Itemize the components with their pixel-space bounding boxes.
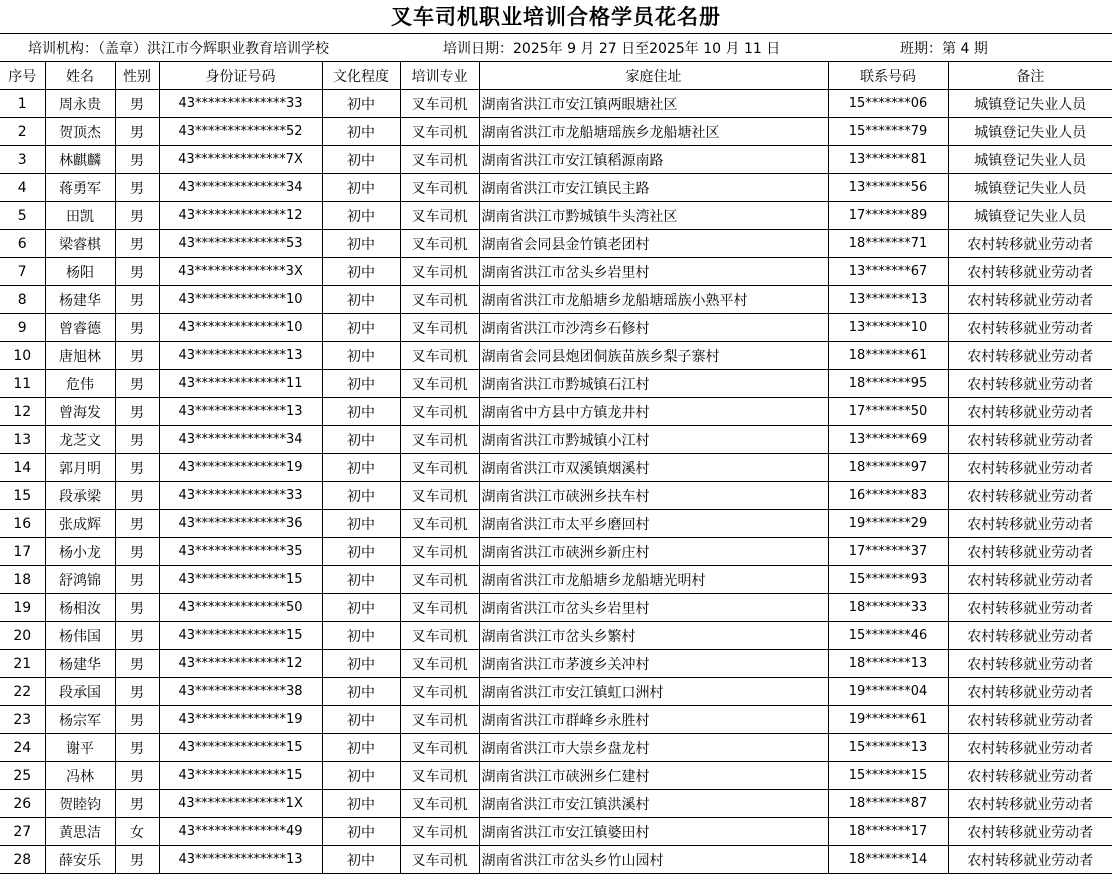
- cell-seq: 10: [0, 342, 45, 370]
- table-row: [0, 762, 1112, 790]
- cell-phone: 17*******89: [828, 202, 948, 230]
- cell-name: 蒋勇军: [45, 174, 115, 202]
- cell-seq: 4: [0, 174, 45, 202]
- cell-major: 叉车司机: [400, 734, 479, 762]
- cell-id-number: 43**************49: [159, 818, 322, 846]
- table-row: [0, 566, 1112, 594]
- cell-id-number: 43**************38: [159, 678, 322, 706]
- cell-seq: 8: [0, 286, 45, 314]
- cell-education: 初中: [322, 734, 400, 762]
- cell-education: 初中: [322, 426, 400, 454]
- cell-id-number: 43**************19: [159, 454, 322, 482]
- cell-education: 初中: [322, 258, 400, 286]
- header-name: 姓名: [45, 62, 115, 90]
- cell-address: 湖南省洪江市安江镇虹口洲村: [479, 678, 828, 706]
- cell-gender: 男: [115, 762, 159, 790]
- cell-address: 湖南省洪江市安江镇婆田村: [479, 818, 828, 846]
- cell-seq: 18: [0, 566, 45, 594]
- table-row: [0, 342, 1112, 370]
- header-phone: 联系号码: [828, 62, 948, 90]
- cell-id-number: 43**************11: [159, 370, 322, 398]
- cell-name: 周永贵: [45, 90, 115, 118]
- cell-address: 湖南省洪江市龙船塘乡龙船塘光明村: [479, 566, 828, 594]
- cell-remarks: 城镇登记失业人员: [948, 174, 1112, 202]
- cell-major: 叉车司机: [400, 622, 479, 650]
- cell-remarks: 农村转移就业劳动者: [948, 678, 1112, 706]
- cell-remarks: 农村转移就业劳动者: [948, 734, 1112, 762]
- cell-gender: 男: [115, 258, 159, 286]
- cell-name: 段承国: [45, 678, 115, 706]
- cell-phone: 15*******46: [828, 622, 948, 650]
- cell-gender: 男: [115, 482, 159, 510]
- cell-remarks: 农村转移就业劳动者: [948, 594, 1112, 622]
- cell-phone: 18*******17: [828, 818, 948, 846]
- cell-gender: 男: [115, 398, 159, 426]
- cell-address: 湖南省洪江市黔城镇牛头湾社区: [479, 202, 828, 230]
- cell-education: 初中: [322, 286, 400, 314]
- cell-gender: 男: [115, 314, 159, 342]
- cell-remarks: 农村转移就业劳动者: [948, 342, 1112, 370]
- cell-gender: 男: [115, 594, 159, 622]
- cell-phone: 13*******56: [828, 174, 948, 202]
- cell-id-number: 43**************12: [159, 650, 322, 678]
- cell-education: 初中: [322, 454, 400, 482]
- cell-id-number: 43**************35: [159, 538, 322, 566]
- cell-gender: 男: [115, 678, 159, 706]
- cell-seq: 21: [0, 650, 45, 678]
- cell-id-number: 43**************7X: [159, 146, 322, 174]
- cell-name: 龙芝文: [45, 426, 115, 454]
- cell-name: 杨小龙: [45, 538, 115, 566]
- cell-education: 初中: [322, 846, 400, 874]
- cell-id-number: 43**************33: [159, 482, 322, 510]
- cell-major: 叉车司机: [400, 398, 479, 426]
- table-row: [0, 482, 1112, 510]
- cell-name: 薛安乐: [45, 846, 115, 874]
- cell-major: 叉车司机: [400, 790, 479, 818]
- cell-education: 初中: [322, 146, 400, 174]
- cell-phone: 16*******83: [828, 482, 948, 510]
- cell-gender: 男: [115, 230, 159, 258]
- cell-seq: 1: [0, 90, 45, 118]
- cell-remarks: 农村转移就业劳动者: [948, 762, 1112, 790]
- table-row: [0, 846, 1112, 874]
- cell-seq: 23: [0, 706, 45, 734]
- table-body: [0, 90, 1112, 874]
- cell-remarks: 农村转移就业劳动者: [948, 398, 1112, 426]
- cell-phone: 18*******61: [828, 342, 948, 370]
- cell-phone: 19*******29: [828, 510, 948, 538]
- cell-phone: 13*******81: [828, 146, 948, 174]
- cell-seq: 14: [0, 454, 45, 482]
- cell-address: 湖南省洪江市龙船塘乡龙船塘瑶族小熟平村: [479, 286, 828, 314]
- cell-major: 叉车司机: [400, 230, 479, 258]
- cell-major: 叉车司机: [400, 286, 479, 314]
- header-gender: 性别: [115, 62, 159, 90]
- cell-name: 梁睿棋: [45, 230, 115, 258]
- cell-address: 湖南省洪江市岔头乡竹山园村: [479, 846, 828, 874]
- cell-major: 叉车司机: [400, 846, 479, 874]
- cell-address: 湖南省洪江市龙船塘瑶族乡龙船塘社区: [479, 118, 828, 146]
- cell-gender: 男: [115, 538, 159, 566]
- cell-education: 初中: [322, 594, 400, 622]
- cell-remarks: 农村转移就业劳动者: [948, 706, 1112, 734]
- cell-name: 杨阳: [45, 258, 115, 286]
- cell-address: 湖南省洪江市安江镇洪溪村: [479, 790, 828, 818]
- cell-education: 初中: [322, 706, 400, 734]
- cell-address: 湖南省洪江市黔城镇小江村: [479, 426, 828, 454]
- cell-phone: 18*******13: [828, 650, 948, 678]
- cell-remarks: 城镇登记失业人员: [948, 202, 1112, 230]
- cell-major: 叉车司机: [400, 454, 479, 482]
- cell-seq: 26: [0, 790, 45, 818]
- table-row: [0, 202, 1112, 230]
- cell-address: 湖南省洪江市岔头乡繁村: [479, 622, 828, 650]
- cell-phone: 17*******50: [828, 398, 948, 426]
- table-row: [0, 818, 1112, 846]
- cell-major: 叉车司机: [400, 90, 479, 118]
- table-row: [0, 258, 1112, 286]
- cell-remarks: 农村转移就业劳动者: [948, 230, 1112, 258]
- cell-education: 初中: [322, 762, 400, 790]
- cell-seq: 6: [0, 230, 45, 258]
- cell-id-number: 43**************10: [159, 286, 322, 314]
- cell-address: 湖南省洪江市大崇乡盘龙村: [479, 734, 828, 762]
- header-seq: 序号: [0, 62, 45, 90]
- cell-major: 叉车司机: [400, 146, 479, 174]
- cell-name: 杨相汝: [45, 594, 115, 622]
- header-remarks: 备注: [948, 62, 1112, 90]
- cell-major: 叉车司机: [400, 706, 479, 734]
- cell-seq: 25: [0, 762, 45, 790]
- cell-gender: 男: [115, 454, 159, 482]
- cell-seq: 7: [0, 258, 45, 286]
- cell-gender: 男: [115, 286, 159, 314]
- cell-remarks: 农村转移就业劳动者: [948, 846, 1112, 874]
- table-row: [0, 174, 1112, 202]
- cell-education: 初中: [322, 566, 400, 594]
- header-education: 文化程度: [322, 62, 400, 90]
- cell-gender: 男: [115, 202, 159, 230]
- cell-phone: 13*******13: [828, 286, 948, 314]
- cell-address: 湖南省洪江市硖洲乡新庄村: [479, 538, 828, 566]
- table-row: [0, 118, 1112, 146]
- cell-seq: 17: [0, 538, 45, 566]
- cell-address: 湖南省洪江市沙湾乡石修村: [479, 314, 828, 342]
- table-row: [0, 146, 1112, 174]
- cell-id-number: 43**************15: [159, 762, 322, 790]
- cell-gender: 男: [115, 790, 159, 818]
- cell-id-number: 43**************15: [159, 734, 322, 762]
- cell-address: 湖南省中方县中方镇龙井村: [479, 398, 828, 426]
- cell-phone: 15*******13: [828, 734, 948, 762]
- header-id-number: 身份证号码: [159, 62, 322, 90]
- cell-gender: 男: [115, 846, 159, 874]
- cell-name: 黄思洁: [45, 818, 115, 846]
- cell-id-number: 43**************12: [159, 202, 322, 230]
- cell-address: 湖南省会同县炮团侗族苗族乡梨子寨村: [479, 342, 828, 370]
- cell-address: 湖南省洪江市安江镇两眼塘社区: [479, 90, 828, 118]
- table-row: [0, 594, 1112, 622]
- cell-phone: 18*******14: [828, 846, 948, 874]
- header-address: 家庭住址: [479, 62, 828, 90]
- cell-address: 湖南省洪江市岔头乡岩里村: [479, 258, 828, 286]
- cell-name: 谢平: [45, 734, 115, 762]
- cell-address: 湖南省洪江市安江镇民主路: [479, 174, 828, 202]
- cell-address: 湖南省会同县金竹镇老团村: [479, 230, 828, 258]
- table-row: [0, 622, 1112, 650]
- cell-gender: 男: [115, 510, 159, 538]
- cell-gender: 男: [115, 174, 159, 202]
- cell-remarks: 城镇登记失业人员: [948, 146, 1112, 174]
- cell-education: 初中: [322, 678, 400, 706]
- table-row: [0, 314, 1112, 342]
- table-row: [0, 538, 1112, 566]
- cell-education: 初中: [322, 314, 400, 342]
- cell-education: 初中: [322, 342, 400, 370]
- cell-education: 初中: [322, 510, 400, 538]
- cell-remarks: 农村转移就业劳动者: [948, 818, 1112, 846]
- cell-id-number: 43**************52: [159, 118, 322, 146]
- cell-education: 初中: [322, 650, 400, 678]
- cell-id-number: 43**************36: [159, 510, 322, 538]
- cell-id-number: 43**************15: [159, 622, 322, 650]
- cell-remarks: 农村转移就业劳动者: [948, 622, 1112, 650]
- cell-seq: 12: [0, 398, 45, 426]
- cell-address: 湖南省洪江市岔头乡岩里村: [479, 594, 828, 622]
- cell-id-number: 43**************53: [159, 230, 322, 258]
- cell-address: 湖南省洪江市黔城镇石江村: [479, 370, 828, 398]
- cell-id-number: 43**************50: [159, 594, 322, 622]
- cell-id-number: 43**************34: [159, 426, 322, 454]
- cell-phone: 18*******97: [828, 454, 948, 482]
- cell-seq: 15: [0, 482, 45, 510]
- cell-gender: 男: [115, 342, 159, 370]
- cell-major: 叉车司机: [400, 594, 479, 622]
- cell-address: 湖南省洪江市茅渡乡关冲村: [479, 650, 828, 678]
- cell-name: 曾睿德: [45, 314, 115, 342]
- cell-seq: 13: [0, 426, 45, 454]
- cell-phone: 19*******61: [828, 706, 948, 734]
- cell-phone: 19*******04: [828, 678, 948, 706]
- cell-phone: 13*******67: [828, 258, 948, 286]
- table-row: [0, 790, 1112, 818]
- cell-name: 杨建华: [45, 286, 115, 314]
- cell-remarks: 农村转移就业劳动者: [948, 370, 1112, 398]
- cell-major: 叉车司机: [400, 314, 479, 342]
- table-row: [0, 706, 1112, 734]
- table-row: [0, 510, 1112, 538]
- table-row: [0, 426, 1112, 454]
- roster-table: [0, 62, 1112, 874]
- table-row: [0, 650, 1112, 678]
- cell-education: 初中: [322, 118, 400, 146]
- cell-address: 湖南省洪江市群峰乡永胜村: [479, 706, 828, 734]
- document-title: 叉车司机职业培训合格学员花名册: [0, 0, 1112, 34]
- table-row: [0, 370, 1112, 398]
- cell-phone: 15*******79: [828, 118, 948, 146]
- cell-major: 叉车司机: [400, 370, 479, 398]
- cell-major: 叉车司机: [400, 510, 479, 538]
- cell-id-number: 43**************3X: [159, 258, 322, 286]
- cell-name: 杨伟国: [45, 622, 115, 650]
- cell-seq: 28: [0, 846, 45, 874]
- cell-seq: 24: [0, 734, 45, 762]
- cell-education: 初中: [322, 482, 400, 510]
- class-period: 班期：第 4 期: [900, 41, 988, 57]
- cell-gender: 男: [115, 566, 159, 594]
- header-major: 培训专业: [400, 62, 479, 90]
- training-org: 培训机构：（盖章）洪江市今辉职业教育培训学校: [28, 41, 329, 57]
- cell-education: 初中: [322, 174, 400, 202]
- cell-remarks: 城镇登记失业人员: [948, 118, 1112, 146]
- cell-name: 杨宗军: [45, 706, 115, 734]
- cell-phone: 18*******95: [828, 370, 948, 398]
- cell-id-number: 43**************10: [159, 314, 322, 342]
- cell-phone: 13*******10: [828, 314, 948, 342]
- cell-seq: 11: [0, 370, 45, 398]
- cell-seq: 16: [0, 510, 45, 538]
- cell-phone: 18*******33: [828, 594, 948, 622]
- cell-remarks: 农村转移就业劳动者: [948, 482, 1112, 510]
- cell-seq: 2: [0, 118, 45, 146]
- cell-remarks: 农村转移就业劳动者: [948, 454, 1112, 482]
- cell-remarks: 农村转移就业劳动者: [948, 314, 1112, 342]
- cell-seq: 19: [0, 594, 45, 622]
- cell-id-number: 43**************13: [159, 398, 322, 426]
- cell-remarks: 农村转移就业劳动者: [948, 426, 1112, 454]
- cell-education: 初中: [322, 818, 400, 846]
- cell-phone: 15*******06: [828, 90, 948, 118]
- cell-major: 叉车司机: [400, 678, 479, 706]
- cell-id-number: 43**************19: [159, 706, 322, 734]
- cell-name: 贺顶杰: [45, 118, 115, 146]
- cell-phone: 15*******93: [828, 566, 948, 594]
- cell-gender: 男: [115, 146, 159, 174]
- cell-phone: 18*******87: [828, 790, 948, 818]
- cell-name: 郭月明: [45, 454, 115, 482]
- cell-remarks: 农村转移就业劳动者: [948, 790, 1112, 818]
- cell-name: 舒鸿锦: [45, 566, 115, 594]
- cell-address: 湖南省洪江市安江镇稻源南路: [479, 146, 828, 174]
- cell-name: 贺睦钧: [45, 790, 115, 818]
- cell-education: 初中: [322, 790, 400, 818]
- cell-major: 叉车司机: [400, 650, 479, 678]
- cell-remarks: 农村转移就业劳动者: [948, 538, 1112, 566]
- table-row: [0, 286, 1112, 314]
- cell-name: 唐旭林: [45, 342, 115, 370]
- cell-name: 冯林: [45, 762, 115, 790]
- cell-remarks: 城镇登记失业人员: [948, 90, 1112, 118]
- cell-education: 初中: [322, 622, 400, 650]
- cell-major: 叉车司机: [400, 118, 479, 146]
- cell-gender: 男: [115, 622, 159, 650]
- cell-name: 杨建华: [45, 650, 115, 678]
- table-row: [0, 454, 1112, 482]
- cell-seq: 22: [0, 678, 45, 706]
- cell-id-number: 43**************13: [159, 342, 322, 370]
- cell-gender: 男: [115, 370, 159, 398]
- cell-gender: 男: [115, 118, 159, 146]
- cell-remarks: 农村转移就业劳动者: [948, 286, 1112, 314]
- cell-name: 林麒麟: [45, 146, 115, 174]
- cell-major: 叉车司机: [400, 762, 479, 790]
- cell-education: 初中: [322, 398, 400, 426]
- cell-education: 初中: [322, 202, 400, 230]
- cell-major: 叉车司机: [400, 482, 479, 510]
- cell-seq: 20: [0, 622, 45, 650]
- cell-gender: 男: [115, 734, 159, 762]
- cell-major: 叉车司机: [400, 202, 479, 230]
- cell-major: 叉车司机: [400, 174, 479, 202]
- cell-address: 湖南省洪江市硖洲乡仁建村: [479, 762, 828, 790]
- training-date: 培训日期：2025年 9 月 27 日至2025年 10 月 11 日: [443, 41, 781, 57]
- table-row: [0, 230, 1112, 258]
- table-row: [0, 734, 1112, 762]
- table-row: [0, 678, 1112, 706]
- cell-education: 初中: [322, 230, 400, 258]
- table-row: [0, 90, 1112, 118]
- cell-name: 段承梁: [45, 482, 115, 510]
- cell-major: 叉车司机: [400, 258, 479, 286]
- cell-education: 初中: [322, 538, 400, 566]
- cell-address: 湖南省洪江市太平乡磨回村: [479, 510, 828, 538]
- cell-phone: 13*******69: [828, 426, 948, 454]
- cell-education: 初中: [322, 370, 400, 398]
- cell-address: 湖南省洪江市双溪镇烟溪村: [479, 454, 828, 482]
- cell-id-number: 43**************34: [159, 174, 322, 202]
- cell-gender: 男: [115, 706, 159, 734]
- table-row: [0, 398, 1112, 426]
- cell-name: 田凯: [45, 202, 115, 230]
- cell-gender: 男: [115, 90, 159, 118]
- cell-major: 叉车司机: [400, 566, 479, 594]
- cell-phone: 17*******37: [828, 538, 948, 566]
- meta-row: [0, 34, 1112, 62]
- cell-gender: 女: [115, 818, 159, 846]
- cell-gender: 男: [115, 426, 159, 454]
- cell-seq: 3: [0, 146, 45, 174]
- cell-id-number: 43**************1X: [159, 790, 322, 818]
- cell-remarks: 农村转移就业劳动者: [948, 650, 1112, 678]
- cell-address: 湖南省洪江市硖洲乡扶车村: [479, 482, 828, 510]
- cell-id-number: 43**************33: [159, 90, 322, 118]
- cell-major: 叉车司机: [400, 342, 479, 370]
- cell-major: 叉车司机: [400, 818, 479, 846]
- cell-remarks: 农村转移就业劳动者: [948, 566, 1112, 594]
- cell-id-number: 43**************15: [159, 566, 322, 594]
- cell-name: 曾海发: [45, 398, 115, 426]
- cell-name: 张成辉: [45, 510, 115, 538]
- cell-id-number: 43**************13: [159, 846, 322, 874]
- cell-name: 危伟: [45, 370, 115, 398]
- cell-major: 叉车司机: [400, 538, 479, 566]
- cell-major: 叉车司机: [400, 426, 479, 454]
- cell-phone: 18*******71: [828, 230, 948, 258]
- cell-seq: 9: [0, 314, 45, 342]
- cell-gender: 男: [115, 650, 159, 678]
- cell-seq: 5: [0, 202, 45, 230]
- cell-seq: 27: [0, 818, 45, 846]
- cell-remarks: 农村转移就业劳动者: [948, 510, 1112, 538]
- cell-phone: 15*******15: [828, 762, 948, 790]
- cell-education: 初中: [322, 90, 400, 118]
- header-row: [0, 62, 1112, 90]
- cell-remarks: 农村转移就业劳动者: [948, 258, 1112, 286]
